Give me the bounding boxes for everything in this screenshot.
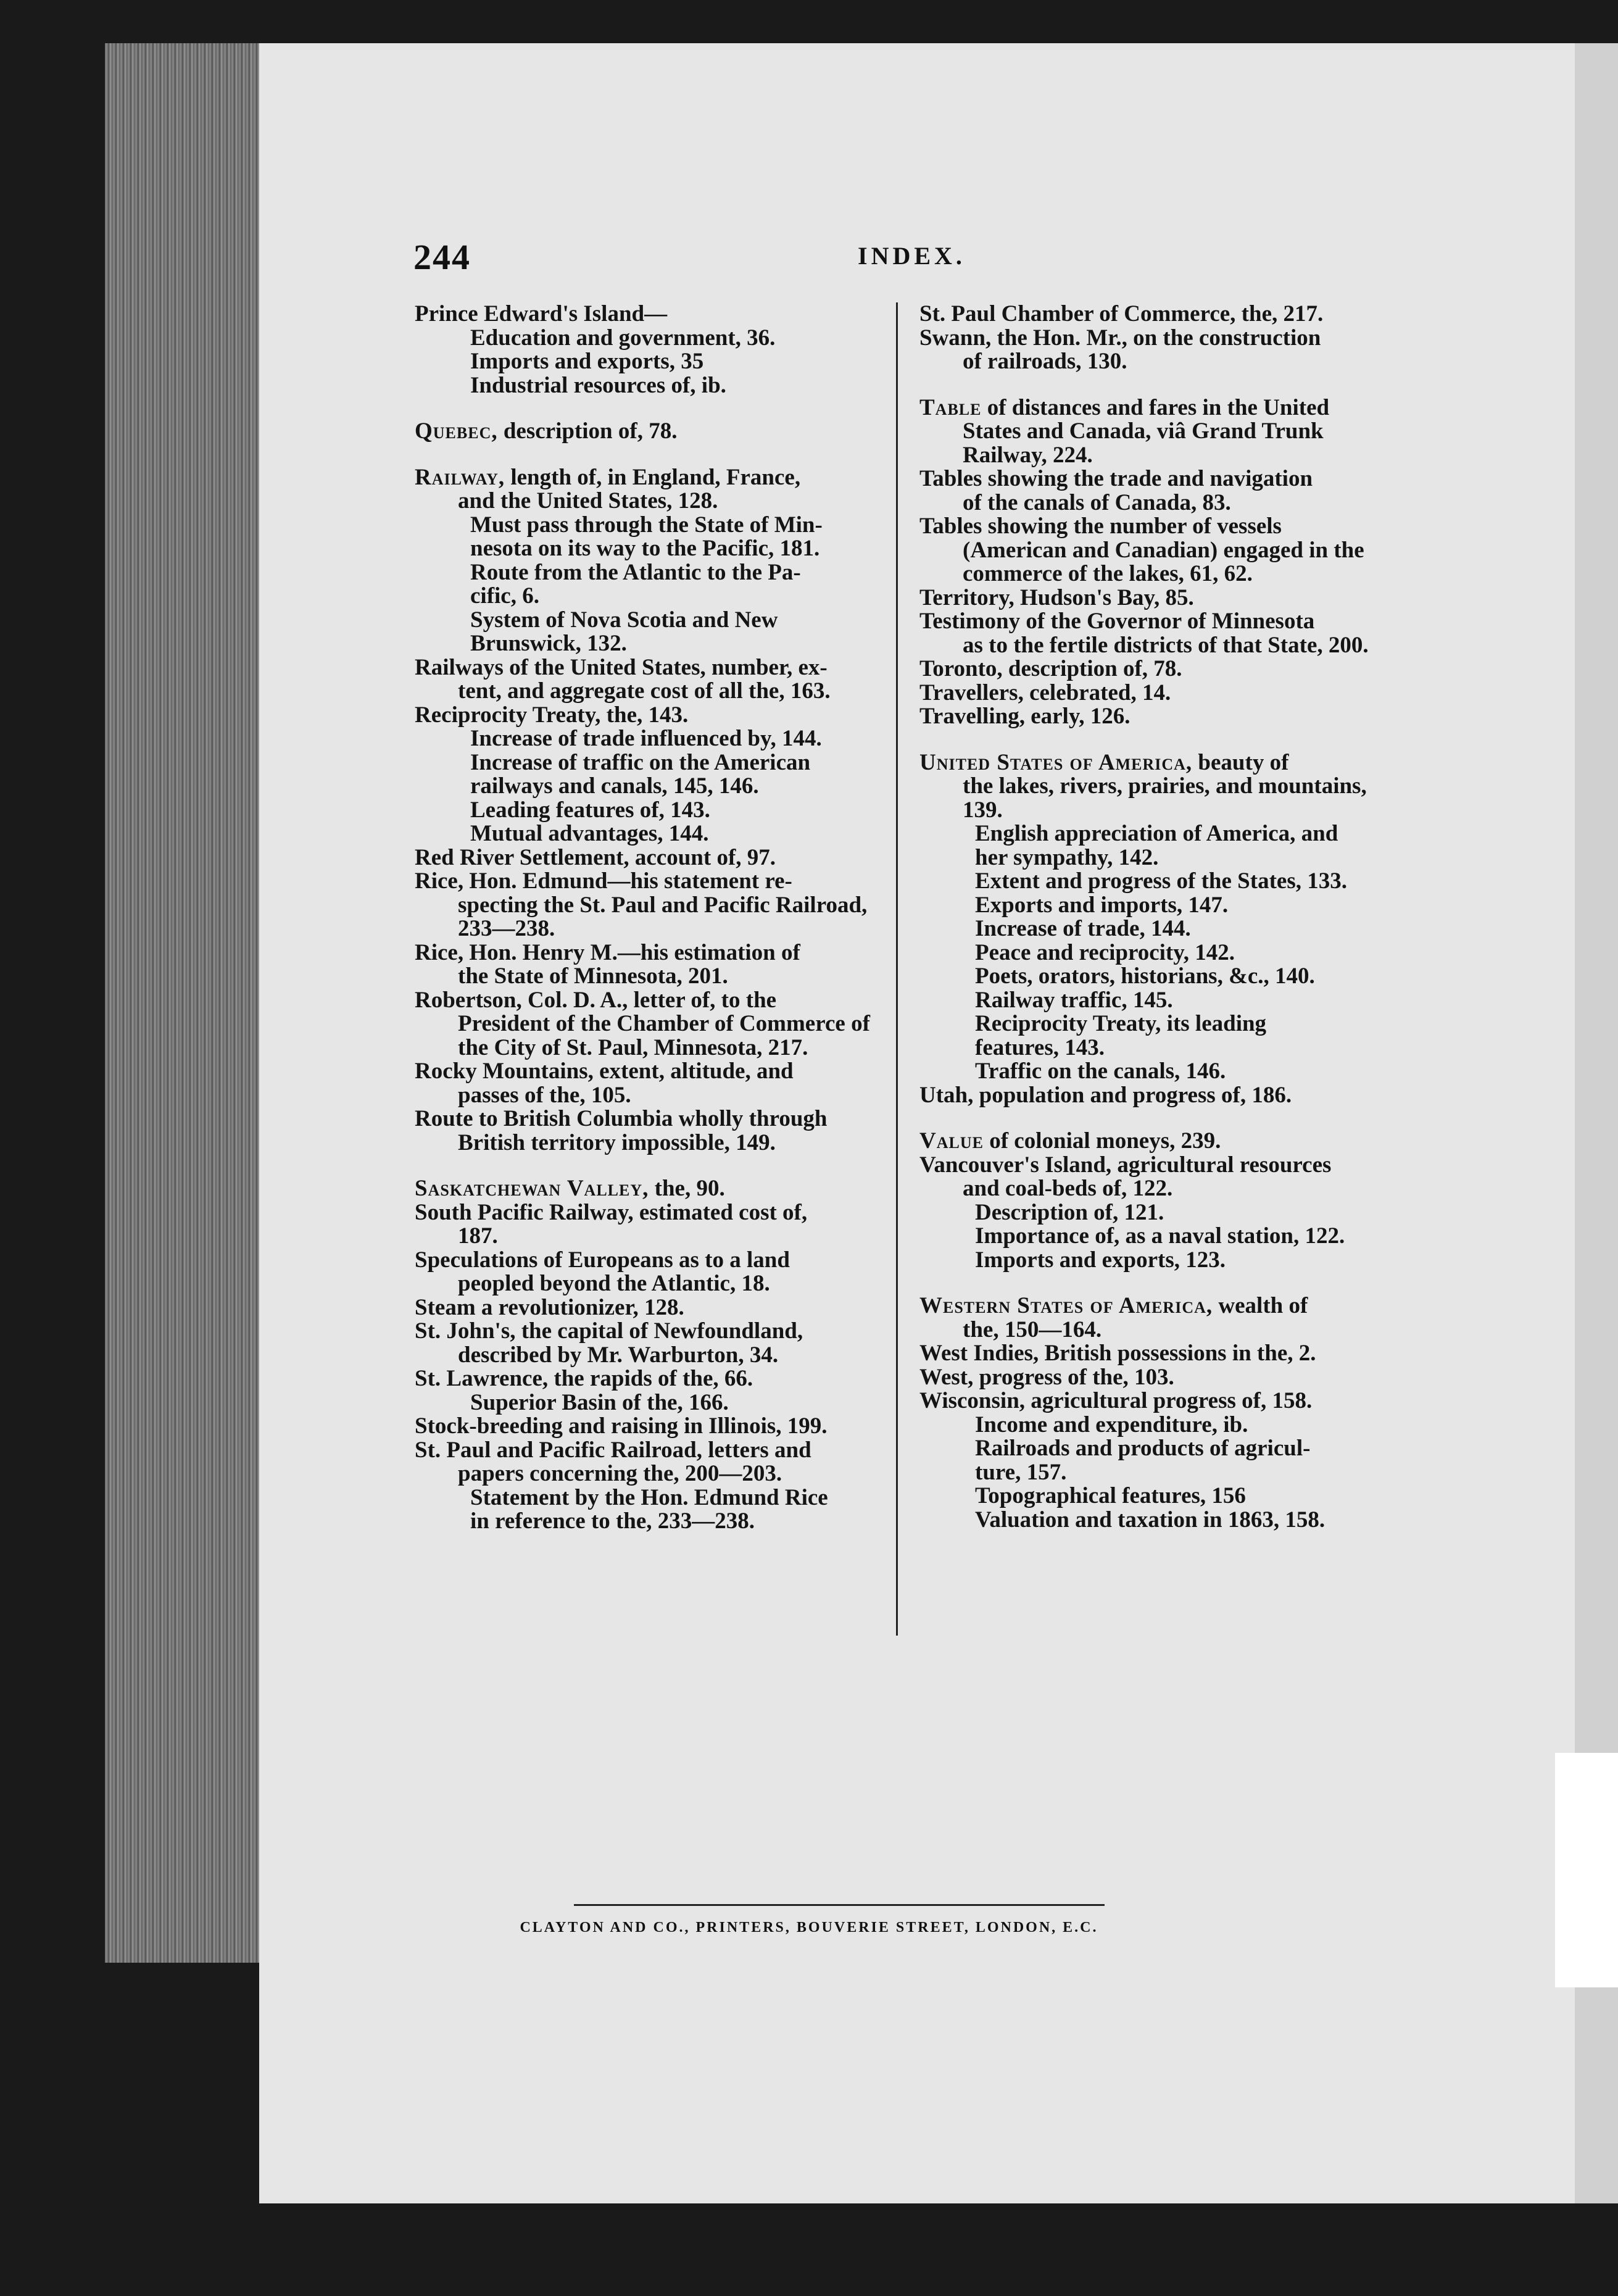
index-entry-text: St. Paul and Pacific Railroad, letters and [415, 1437, 811, 1463]
index-entry-heading [415, 302, 885, 327]
index-entry-heading [415, 1060, 885, 1084]
index-subentry: Statement by the Hon. Edmund Rice [470, 1484, 828, 1510]
index-entry-continuation: peopled beyond the Atlantic, 18. [458, 1271, 770, 1296]
index-subentry: English appreciation of America, and [975, 821, 1338, 846]
index-entry [919, 515, 1392, 586]
index-subentry: railways and canals, 145, 146. [470, 773, 759, 799]
index-entry [415, 302, 885, 397]
index-entry-text: length of, in England, France, [505, 464, 801, 490]
index-subentry: Traffic on the canals, 146. [975, 1059, 1226, 1084]
index-subentry: Brunswick, 132. [470, 631, 627, 656]
index-entry [415, 1177, 885, 1201]
index-entry-continuation: and coal-beds of, 122. [963, 1176, 1173, 1201]
index-subentry: Increase of traffic on the American [470, 749, 811, 775]
index-entry-text: Travellers, celebrated, 14. [919, 680, 1171, 705]
index-entry-continuation: British territory impossible, 149. [458, 1129, 776, 1155]
index-entry-heading [415, 870, 885, 894]
index-subentry: features, 143. [975, 1034, 1105, 1060]
index-subentry: Income and expenditure, ib. [975, 1412, 1248, 1437]
index-entry [919, 302, 1392, 327]
index-entry [415, 846, 885, 870]
index-entry-heading [415, 941, 885, 965]
footer-rule [574, 1904, 1105, 1906]
index-subentry: ture, 157. [975, 1459, 1067, 1485]
index-entry-lead-word: Quebec, [415, 418, 498, 444]
index-entry [415, 1107, 885, 1155]
index-entry [919, 1129, 1392, 1154]
book-spine-edge [105, 43, 268, 1963]
index-subentry: Education and government, 36. [470, 325, 776, 351]
index-subentry: Increase of trade influenced by, 144. [470, 726, 822, 751]
index-subentry: Imports and exports, 35 [470, 349, 704, 374]
index-entry-text: Rice, Hon. Henry M.—his estimation of [415, 939, 800, 965]
index-entry-text: South Pacific Railway, estimated cost of, [415, 1199, 808, 1225]
index-entry-text: Vancouver's Island, agricultural resources [919, 1152, 1332, 1178]
index-subentry: Extent and progress of the States, 133. [975, 868, 1347, 894]
index-entry-text: Tables showing the number of vessels [919, 514, 1282, 539]
index-subentry: Leading features of, 143. [470, 797, 710, 823]
index-entry-heading [415, 1415, 885, 1439]
index-subentry: Mutual advantages, 144. [470, 821, 709, 846]
index-entry-text: Railways of the United States, number, ex- [415, 654, 828, 680]
index-subentry: Railway traffic, 145. [975, 987, 1173, 1013]
index-entry [919, 657, 1392, 681]
index-entry-text: Reciprocity Treaty, the, 143. [415, 702, 689, 728]
index-entry-text: Tables showing the trade and navigation [919, 466, 1313, 491]
index-entry [415, 656, 885, 704]
index-entry-text: Wisconsin, agricultural progress of, 158. [919, 1388, 1313, 1413]
column-divider [896, 302, 898, 1636]
index-entry-text: Prince Edward's Island— [415, 301, 668, 327]
white-tab [1555, 1753, 1618, 1987]
index-entry [415, 1249, 885, 1296]
index-entry-lead-word: Table [919, 394, 982, 420]
index-subentry: her sympathy, 142. [975, 844, 1159, 870]
printer-imprint: CLAYTON AND CO., PRINTERS, BOUVERIE STREET, LONDON, E.C. [520, 1920, 1098, 1936]
index-entry-heading [919, 681, 1392, 705]
index-entry-heading [919, 751, 1392, 775]
index-subentry: Valuation and taxation in 1863, 158. [975, 1507, 1326, 1533]
index-entry-continuation: States and Canada, viâ Grand Trunk Railway, 224. [963, 418, 1324, 468]
index-subentry: Imports and exports, 123. [975, 1247, 1226, 1273]
index-entry [919, 1154, 1392, 1273]
index-subentry: Topographical features, 156 [975, 1483, 1246, 1508]
index-entry [415, 420, 885, 444]
index-subentry: Exports and imports, 147. [975, 892, 1229, 918]
index-entry-heading [919, 705, 1392, 729]
index-entry-text: Swann, the Hon. Mr., on the construction [919, 325, 1321, 351]
index-subentry: Route from the Atlantic to the Pa- [470, 559, 801, 585]
index-entry [415, 941, 885, 989]
index-entry-text: Utah, population and progress of, 186. [919, 1082, 1292, 1108]
index-entry [919, 751, 1392, 1084]
index-entry-lead-word: Railway, [415, 464, 505, 490]
index-entry [415, 1415, 885, 1439]
index-entry [919, 1294, 1392, 1342]
index-entry-lead-word: Saskatchewan Valley, [415, 1176, 649, 1201]
index-entry [919, 1366, 1392, 1390]
index-entry [415, 1060, 885, 1107]
index-subentry: Poets, orators, historians, &c., 140. [975, 963, 1315, 989]
index-entry-text: description of, 78. [497, 418, 678, 444]
index-entry-text: Territory, Hudson's Bay, 85. [919, 584, 1194, 610]
index-subentry: in reference to the, 233—238. [470, 1508, 755, 1534]
index-entry [415, 1367, 885, 1415]
index-column-left [415, 302, 885, 1534]
index-entry-heading [415, 420, 885, 444]
index-entry [919, 467, 1392, 515]
index-entry-text: Testimony of the Governor of Minnesota [919, 609, 1315, 634]
running-title: INDEX. [858, 242, 966, 270]
index-entry-heading [919, 610, 1392, 634]
index-entry-text: Stock-breeding and raising in Illinois, 199. [415, 1413, 828, 1439]
index-entry-text: Robertson, Col. D. A., letter of, to the [415, 987, 777, 1013]
index-entry-text: Rice, Hon. Edmund—his statement re- [415, 868, 792, 894]
index-entry-heading [415, 1439, 885, 1463]
index-entry [415, 466, 885, 656]
index-entry-continuation: specting the St. Paul and Pacific Railroad, 233—238. [458, 892, 868, 941]
index-entry-continuation: President of the Chamber of Commerce of the City of St. Paul, Minnesota, 217. [458, 1011, 870, 1060]
index-subentry: Railroads and products of agricul- [975, 1436, 1311, 1461]
index-entry-continuation: papers concerning the, 200—203. [458, 1461, 782, 1486]
index-entry [919, 396, 1392, 468]
index-entry-text: of distances and fares in the United [981, 394, 1330, 420]
index-entry-continuation: passes of the, 105. [458, 1082, 631, 1108]
index-entry-continuation: and the United States, 128. [458, 488, 718, 514]
index-entry-heading [415, 989, 885, 1013]
index-entry-heading [919, 586, 1392, 610]
index-entry-text: Travelling, early, 126. [919, 704, 1131, 729]
index-entry-text: Red River Settlement, account of, 97. [415, 844, 776, 870]
index-entry-continuation: of the canals of Canada, 83. [963, 489, 1231, 515]
index-subentry: Industrial resources of, ib. [470, 372, 726, 398]
index-subentry: System of Nova Scotia and New [470, 607, 778, 633]
index-entry-heading [919, 467, 1392, 491]
index-entry [919, 327, 1392, 374]
index-entry-continuation: the lakes, rivers, prairies, and mountains, 139. [963, 773, 1367, 823]
index-entry-heading [919, 1294, 1392, 1318]
index-entry-text: beauty of [1192, 749, 1289, 775]
index-entry [415, 870, 885, 941]
index-entry-heading [919, 515, 1392, 539]
index-entry-heading [415, 1177, 885, 1201]
index-entry-heading [919, 1342, 1392, 1366]
index-subentry: Must pass through the State of Min- [470, 512, 823, 538]
index-subentry: Reciprocity Treaty, its leading [975, 1011, 1267, 1036]
index-entry-continuation: tent, and aggregate cost of all the, 163. [458, 678, 831, 704]
index-entry [919, 586, 1392, 610]
index-entry [415, 1320, 885, 1367]
index-entry [919, 1389, 1392, 1532]
index-entry-heading [919, 1389, 1392, 1413]
index-subentry: Description of, 121. [975, 1199, 1164, 1225]
index-entry-heading [919, 1154, 1392, 1178]
index-entry-heading [919, 302, 1392, 327]
index-subentry: nesota on its way to the Pacific, 181. [470, 536, 820, 561]
index-entry-lead-word: Value [919, 1128, 984, 1154]
index-entry [415, 1201, 885, 1249]
index-entry [415, 704, 885, 846]
index-entry-heading [919, 657, 1392, 681]
index-subentry: Superior Basin of the, 166. [470, 1389, 729, 1415]
index-entry-text: wealth of [1213, 1293, 1308, 1318]
index-entry-text: Steam a revolutionizer, 128. [415, 1294, 684, 1320]
index-subentry: Importance of, as a naval station, 122. [975, 1223, 1345, 1249]
index-entry-text: St. Paul Chamber of Commerce, the, 217. [919, 301, 1324, 327]
index-entry [919, 1342, 1392, 1366]
index-subentry: cific, 6. [470, 583, 539, 609]
index-entry-continuation: as to the fertile districts of that State, 200. [963, 632, 1369, 658]
index-entry-text: Route to British Columbia wholly through [415, 1106, 828, 1131]
index-entry-lead-word: United States of America, [919, 749, 1193, 775]
index-entry [919, 681, 1392, 705]
index-entry-heading [919, 1366, 1392, 1390]
index-entry-heading [415, 1320, 885, 1344]
index-entry [415, 1296, 885, 1320]
index-entry-text: St. John's, the capital of Newfoundland, [415, 1318, 803, 1344]
page-number: 244 [413, 237, 471, 277]
index-entry-text: West, progress of the, 103. [919, 1364, 1174, 1390]
index-entry-heading [415, 1249, 885, 1273]
index-entry-heading [415, 656, 885, 680]
index-entry-text: West Indies, British possessions in the, 2. [919, 1341, 1316, 1366]
index-column-right [919, 302, 1392, 1532]
index-entry-heading [415, 466, 885, 490]
index-entry [919, 705, 1392, 729]
index-entry [415, 1439, 885, 1534]
index-subentry: Peace and reciprocity, 142. [975, 939, 1235, 965]
index-entry-text: the, 90. [649, 1176, 725, 1201]
index-entry-heading [415, 1367, 885, 1391]
index-entry [919, 610, 1392, 657]
index-entry-text: Speculations of Europeans as to a land [415, 1247, 790, 1273]
index-entry-heading [919, 1084, 1392, 1108]
index-entry-lead-word: Western States of America, [919, 1293, 1213, 1318]
index-entry-continuation: (American and Canadian) engaged in the commerce of the lakes, 61, 62. [963, 537, 1364, 586]
index-entry-text: St. Lawrence, the rapids of the, 66. [415, 1366, 753, 1391]
index-entry-continuation: described by Mr. Warburton, 34. [458, 1342, 779, 1368]
index-entry-heading [919, 1129, 1392, 1154]
index-entry-continuation: the, 150—164. [963, 1316, 1102, 1342]
index-entry-text: Toronto, description of, 78. [919, 656, 1182, 681]
index-entry-heading [415, 846, 885, 870]
index-entry-heading [919, 396, 1392, 420]
index-entry-heading [415, 704, 885, 728]
index-entry-continuation: the State of Minnesota, 201. [458, 963, 728, 989]
index-entry [919, 1084, 1392, 1108]
index-entry-heading [919, 327, 1392, 351]
index-entry-heading [415, 1107, 885, 1131]
index-entry-text: of colonial moneys, 239. [983, 1128, 1221, 1154]
index-entry-continuation: 187. [458, 1223, 498, 1249]
index-subentry: Increase of trade, 144. [975, 916, 1191, 941]
page-header [413, 236, 1401, 280]
index-entry-text: Rocky Mountains, extent, altitude, and [415, 1059, 794, 1084]
index-entry-heading [415, 1296, 885, 1320]
index-entry-continuation: of railroads, 130. [963, 349, 1127, 374]
index-entry [415, 989, 885, 1060]
index-entry-heading [415, 1201, 885, 1225]
